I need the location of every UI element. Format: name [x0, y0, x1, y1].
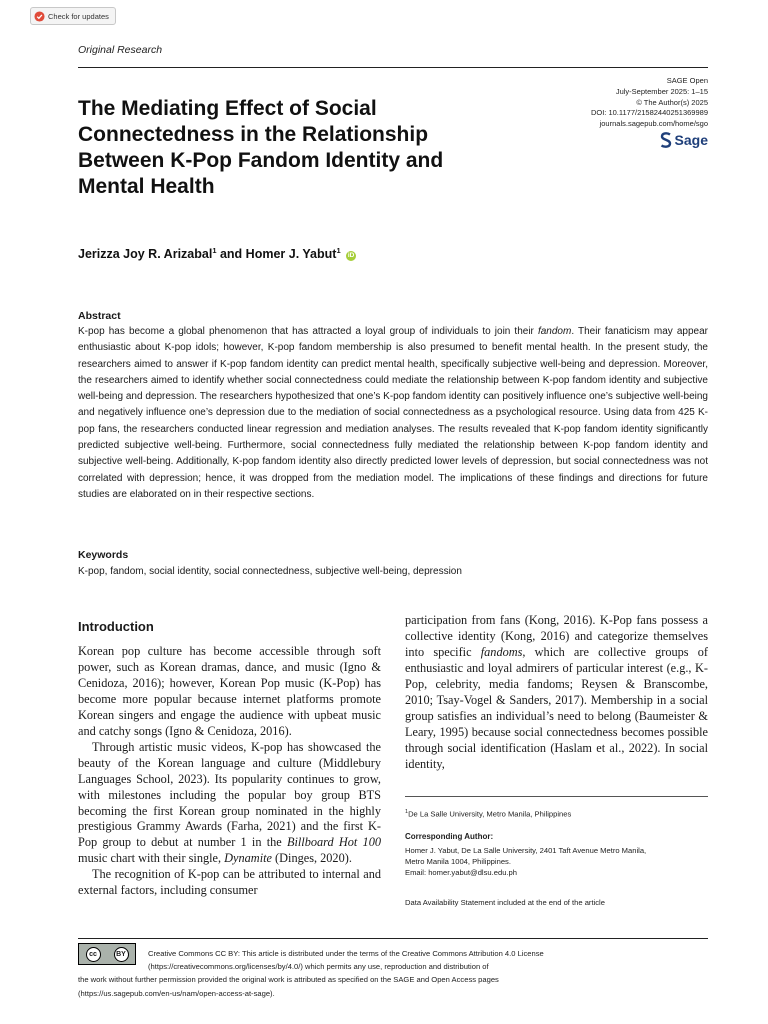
paragraph-text: music chart with their single,: [78, 851, 225, 866]
header-rule: [78, 67, 708, 68]
journal-url[interactable]: journals.sagepub.com/home/sgo: [599, 119, 708, 129]
body-column-left: [78, 644, 381, 899]
journal-issue: July-September 2025: 1–15: [615, 86, 708, 96]
license-link[interactable]: (https://creativecommons.org/licenses/by/4.0/) which permits any use, reproduction and distribution of: [148, 962, 489, 972]
paragraph-text: , which are collective groups of enthusiastic and loyal admirers of particular interest (e.g., K-Pop, celebrity, media fandoms; Reysen & Branscombe, 2010; Tsay-Vogel & Sanders, 2017). Membership in a social group satisfies an individual’s need to belong (Baumeister & Leary, 1995) because social connectedness becomes possible through social identification (Haslam et al., 2022). In social identity,: [405, 644, 708, 771]
paragraph-text: Through artistic music videos, K-pop has showcased the beauty of the Korean language and culture (Middlebury Languages School, 2023). Its popularity continues to grow, with milestones including the popular boy group BTS becoming the first Korean group nominated in the highly prestigious Grammy Awards (Farha, 2021) and the first K-Pop group to debut at number 1 in the: [78, 739, 381, 850]
abstract-text: [78, 324, 708, 503]
paragraph-emphasis: Dynamite: [224, 851, 272, 866]
journal-name: SAGE Open: [666, 76, 708, 85]
author-name[interactable]: Homer J. Yabut: [245, 247, 337, 262]
abstract-heading: Abstract: [78, 310, 121, 322]
affiliation-text: De La Salle University, Metro Manila, Philippines: [408, 809, 572, 819]
introduction-heading: Introduction: [78, 619, 154, 634]
abstract-emphasis: fandom: [537, 326, 572, 337]
license-line: the work without further permission provided the original work is attributed as specified on the SAGE and Open Access pages: [78, 975, 499, 985]
article-title: The Mediating Effect of Social Connectedness in the Relationship Between K-Pop Fandom Identity and Mental Health: [78, 97, 444, 198]
paragraph-text: participation from fans (Kong, 2016). K-Pop fans possess a collective identity (Kong, 2016) and categorize themselves into specific: [405, 613, 708, 659]
affiliation-marker: 1: [212, 246, 217, 255]
paragraph-emphasis: fandoms: [480, 644, 523, 659]
ca-address-line: Homer J. Yabut, De La Salle University, 2401 Taft Avenue Metro Manila,: [405, 846, 647, 855]
sage-logo-icon: [660, 132, 672, 148]
license-line: Creative Commons CC BY: This article is distributed under the terms of the Creative Commons Attribution 4.0 License: [148, 949, 544, 958]
affiliation-footnote: [405, 807, 708, 820]
paragraph: Korean pop culture has become accessible through soft power, such as Korean dramas, dance, and music (Igno & Cenidoza, 2016); however, Korean Pop music (K-Pop) has become more popular because internet platforms promote Korean singers and engage the audience with upbeat music and catchy songs (Igno & Cenidoza, 2016).: [78, 644, 381, 738]
paragraph-text: (Dinges, 2020).: [271, 851, 352, 866]
paragraph: The recognition of K-pop can be attributed to internal and external factors, including consumer: [78, 867, 381, 898]
cc-icon: cc: [86, 947, 101, 962]
check-updates-icon: [34, 11, 45, 22]
affiliation-marker: 1: [336, 246, 341, 255]
journal-copyright: © The Author(s) 2025: [636, 97, 708, 107]
ca-address-line: Metro Manila 1004, Philippines.: [405, 857, 511, 867]
sage-logo[interactable]: [660, 132, 708, 148]
license-link[interactable]: (https://us.sagepub.com/en-us/nam/open-access-at-sage).: [78, 988, 275, 998]
footer-rule: [78, 938, 708, 939]
abstract-text-part: . Their fanaticism may appear enthusiastic about K-pop idols; however, K-pop fandom membership is also presumed to benefit mental health. In the present study, the researchers aimed to answer if K-pop fandom identity can predict mental health, specifically subjective well-being and depression. Moreover, the researchers aimed to identify whether social connectedness could mediate the relationship between K-pop fandom identity and subjective well-being and depression. The researchers hypothesized that one’s K-pop fandom identity can positively influence one’s subjective well-being and negatively influence one’s depression due to the mediation of social connectedness as a psychological resource. Using data from 425 K-pop fans, the researchers conducted linear regression and mediation analyses. The results revealed that K-pop fandom identity significantly predicted subjective well-being. Furthermore, social connectedness fully mediated the relationship between K-pop fandom identity and subjective well-being. Additionally, K-pop fandom identity also directly predicted lower levels of depression, but social connectedness was not correlated with depression; hence, it was dropped from the mediation model. The implications of these findings and directions for future studies are elaborated on in their respective sections.: [78, 326, 708, 500]
body-column-right: [405, 613, 708, 773]
data-availability-note: Data Availability Statement included at the end of the article: [405, 898, 605, 907]
paragraph-emphasis: Billboard Hot 100: [286, 835, 381, 850]
author-line: [78, 246, 356, 261]
by-attribution-icon: BY: [114, 947, 129, 962]
paragraph: [78, 740, 381, 868]
corresponding-author-details: [405, 845, 708, 879]
journal-info: [591, 76, 708, 130]
publisher-name: Sage: [674, 132, 708, 148]
license-text: [78, 947, 708, 1000]
orcid-icon[interactable]: iD: [347, 252, 355, 260]
check-for-updates-button[interactable]: [30, 7, 116, 25]
check-updates-label: Check for updates: [48, 11, 109, 21]
article-type-label: Original Research: [78, 44, 163, 56]
affiliation-marker: 1: [405, 809, 409, 815]
keywords-heading: Keywords: [78, 549, 129, 561]
footnote-rule: [405, 796, 708, 797]
abstract-text-part: K-pop has become a global phenomenon that has attracted a loyal group of individuals to join their: [78, 326, 538, 337]
author-name[interactable]: Jerizza Joy R. Arizabal: [78, 247, 213, 262]
journal-doi[interactable]: DOI: 10.1177/21582440251369989: [590, 108, 708, 118]
ca-email[interactable]: Email: homer.yabut@dlsu.edu.ph: [405, 868, 517, 878]
keywords-list: K-pop, fandom, social identity, social connectedness, subjective well-being, depression: [78, 566, 462, 577]
author-conjunction: and: [216, 247, 246, 262]
corresponding-author-heading: Corresponding Author:: [405, 832, 494, 841]
